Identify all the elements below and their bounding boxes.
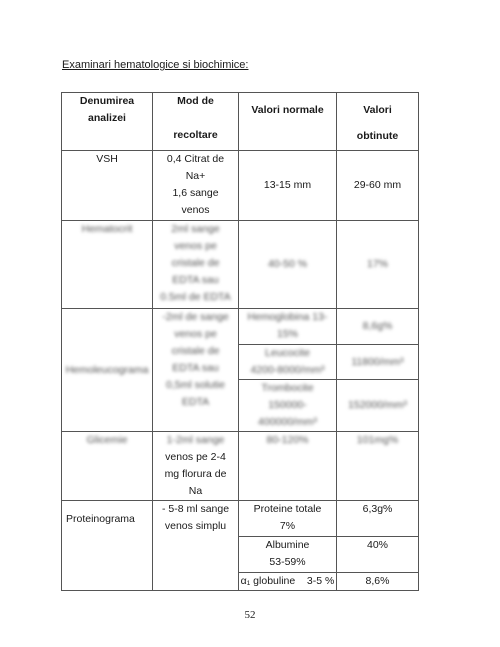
table-row-vsh: [62, 151, 419, 221]
cell-obtinut: 8,6%: [337, 573, 419, 591]
header-mod-recoltare: [153, 93, 239, 151]
cell-normal: 40-50 %: [239, 221, 337, 309]
cell-line: venos: [181, 204, 210, 216]
cell-normal: [239, 380, 337, 432]
cell-name: Proteinograma: [62, 501, 153, 591]
cell-line: EDTA: [181, 396, 210, 408]
cell-line: cristale de: [171, 257, 220, 269]
cell-line: 15%: [276, 328, 298, 340]
cell-line: Na: [188, 485, 203, 497]
cell-mod: [153, 432, 239, 501]
table-row-hematocrit: [62, 221, 419, 309]
cell-name: VSH: [62, 151, 153, 221]
cell-line: EDTA sau: [172, 362, 219, 374]
table-row-hemoleucograma: [62, 309, 419, 345]
cell-obtinut: 40%: [337, 537, 419, 573]
cell-line: - 5-8 ml sange: [161, 503, 230, 515]
cell-obtinut: 6,3g%: [337, 501, 419, 537]
cell-obtinut: 101mg%: [337, 432, 419, 501]
header-text: analizei: [88, 112, 126, 124]
section-heading: Examinari hematologice si biochimice:: [62, 59, 249, 71]
cell-obtinut: 152000/mm³: [337, 380, 419, 432]
table-row-glicemie: [62, 432, 419, 501]
cell-normal: [239, 345, 337, 380]
header-denumirea: [62, 93, 153, 151]
header-text: Denumirea: [79, 95, 135, 107]
cell-obtinut: 17%: [337, 221, 419, 309]
cell-line: 0.5ml de EDTA: [160, 291, 231, 303]
cell-line: cristale de: [171, 345, 220, 357]
cell-mod: [153, 151, 239, 221]
cell-line: venos simplu: [164, 520, 227, 532]
cell-line: Leucocite: [265, 347, 310, 359]
cell-name: Hemoleucograma: [62, 309, 153, 432]
cell-line: venos pe: [174, 240, 217, 252]
cell-normal: 80-120%: [239, 432, 337, 501]
cell-line: EDTA sau: [172, 274, 219, 286]
page-number: 52: [244, 609, 256, 621]
cell-line: 1,6 sange: [172, 187, 219, 199]
cell-line: 0,5ml solutie: [166, 379, 225, 391]
cell-obtinut: 29-60 mm: [337, 151, 419, 221]
header-text: Valori normale: [251, 104, 324, 116]
cell-line: Trombocite: [261, 382, 314, 394]
header-text: obtinute: [356, 130, 399, 142]
table-row-proteinograma: [62, 501, 419, 537]
header-text: Valori: [363, 104, 392, 116]
cell-line: 53-59%: [269, 556, 306, 568]
cell-mod: [153, 221, 239, 309]
lab-results-table: [61, 92, 419, 591]
cell-line: venos pe: [174, 328, 217, 340]
cell-line: 7%: [279, 520, 296, 532]
cell-normal: [239, 537, 337, 573]
cell-line: venos pe 2-4: [165, 451, 226, 463]
cell-line: mg florura de: [164, 468, 227, 480]
cell-obtinut: 11800/mm³: [337, 345, 419, 380]
cell-mod: [153, 309, 239, 432]
header-text: recoltare: [173, 129, 218, 141]
cell-line: 150000-400000/mm³: [258, 399, 317, 428]
header-text: Mod de: [177, 95, 214, 107]
cell-normal: [239, 309, 337, 345]
cell-line: 2ml sange: [171, 223, 220, 235]
cell-line: Hemoglobina 13-: [247, 311, 328, 323]
cell-line: Proteine totale: [253, 503, 322, 515]
cell-name: Glicemie: [62, 432, 153, 501]
header-row: [62, 93, 419, 151]
cell-obtinut: 8,6g%: [337, 309, 419, 345]
header-valori-normale: [239, 93, 337, 151]
cell-line: Na+: [185, 170, 206, 182]
cell-normal: [239, 501, 337, 537]
header-valori-obtinute: [337, 93, 419, 151]
cell-line: 1-2ml sange: [166, 434, 225, 446]
cell-mod: [153, 501, 239, 591]
cell-normal: α₁ globuline 3-5 %: [239, 573, 337, 591]
cell-line: 0,4 Citrat de: [166, 153, 225, 165]
cell-line: -2ml de sange: [162, 311, 229, 323]
cell-normal: 13-15 mm: [239, 151, 337, 221]
cell-name: Hematocrit: [62, 221, 153, 309]
cell-line: Albumine: [265, 539, 310, 551]
cell-line: 4200-8000/mm³: [250, 364, 325, 376]
